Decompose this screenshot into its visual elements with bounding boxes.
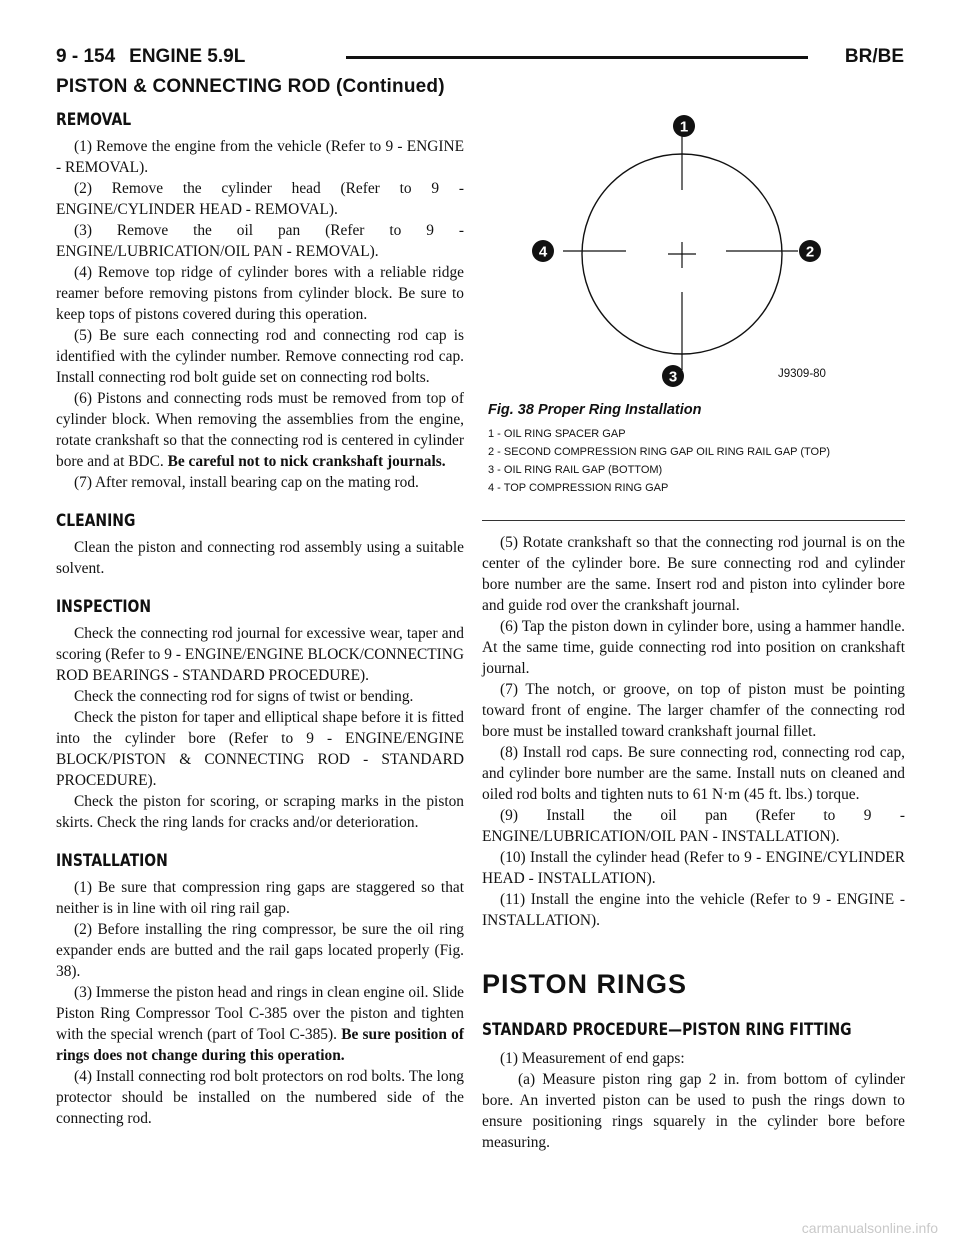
header-rule <box>346 56 808 59</box>
header-left <box>56 46 245 68</box>
figure-legend <box>488 428 898 500</box>
ring-fitting-substep: (a) Measure piston ring gap 2 in. from bottom of cylinder bore. An inverted piston can be used to push the rings down to ensure positioning rings squarely in the cylinder bore before measuring. <box>482 1071 905 1151</box>
removal-heading: REMOVAL <box>56 110 132 130</box>
installation-step-3 <box>56 982 464 1066</box>
callout-label: 2 <box>805 243 815 261</box>
figure-rule <box>482 520 905 521</box>
figure-title: Fig. 38 Proper Ring Installation <box>488 402 702 418</box>
installation-step: (4) Install connecting rod bolt protectors on rod bolts. The long protector should be installed on the numbered side of the connecting rod. <box>56 1068 464 1127</box>
removal-step: (4) Remove top ridge of cylinder bores with a reliable ridge reamer before removing pistons from cylinder block. Be sure to keep tops of pistons covered during this operation. <box>56 264 464 323</box>
cleaning-heading: CLEANING <box>56 511 136 531</box>
removal-step-6-caution: Be careful not to nick crankshaft journals. <box>167 453 446 470</box>
legend-item: 4 - TOP COMPRESSION RING GAP <box>488 482 669 494</box>
inspection-heading: INSPECTION <box>56 597 152 617</box>
removal-step: (5) Be sure each connecting rod and connecting rod cap is identified with the cylinder number. Remove connecting rod cap. Install connecting rod bolt guide set on connecting rod bolts. <box>56 327 464 386</box>
removal-step: (3) Remove the oil pan (Refer to 9 - ENGINE/LUBRICATION/OIL PAN - REMOVAL). <box>56 222 464 260</box>
section-title: ENGINE 5.9L <box>129 46 246 67</box>
figure-code: J9309-80 <box>778 368 826 380</box>
callout-1 <box>673 115 695 137</box>
continued-title: PISTON & CONNECTING ROD (Continued) <box>56 76 445 97</box>
removal-step: (7) After removal, install bearing cap on the mating rod. <box>74 474 419 491</box>
removal-step-6-text: (6) Pistons and connecting rods must be removed from top of cylinder block. When removing the assemblies from the engine, rotate crankshaft so that the connecting rod is centered in cylinder bore and at BDC. <box>56 390 464 470</box>
removal-step: (1) Remove the engine from the vehicle (Refer to 9 - ENGINE - REMOVAL). <box>56 138 464 176</box>
callout-label: 3 <box>668 368 678 386</box>
removal-step: (2) Remove the cylinder head (Refer to 9 - ENGINE/CYLINDER HEAD - REMOVAL). <box>56 180 464 218</box>
callout-label: 1 <box>679 118 689 136</box>
figure-38 <box>482 108 905 518</box>
callout-2 <box>799 240 821 262</box>
left-column <box>56 108 464 1129</box>
inspection-paragraph: Check the piston for scoring, or scraping marks in the piston skirts. Check the ring lands for cracks and/or deterioration. <box>56 793 464 831</box>
installation-step: (5) Rotate crankshaft so that the connecting rod journal is on the center of the cylinder bore. Be sure connecting rod and cylinder bore number are the same. Insert rod and piston into cylinder bore and guide rod over the crankshaft journal. <box>482 534 905 614</box>
ring-fitting-heading: STANDARD PROCEDURE—PISTON RING FITTING <box>482 1020 852 1040</box>
installation-step-3-text: (3) Immerse the piston head and rings in clean engine oil. Slide Piston Ring Compressor Tool C-385 over the piston and tighten with the special wrench (part of Tool C-385). <box>56 984 464 1043</box>
callout-label: 4 <box>538 243 548 261</box>
installation-step: (6) Tap the piston down in cylinder bore, using a hammer handle. At the same time, guide connecting rod into position on crankshaft journal. <box>482 618 905 677</box>
model-code: BR/BE <box>844 46 904 67</box>
installation-step: (10) Install the cylinder head (Refer to 9 - ENGINE/CYLINDER HEAD - INSTALLATION). <box>482 849 905 887</box>
ring-fitting-step: (1) Measurement of end gaps: <box>500 1050 685 1067</box>
installation-step: (9) Install the oil pan (Refer to 9 - ENGINE/LUBRICATION/OIL PAN - INSTALLATION). <box>482 807 905 845</box>
ring-gap-diagram <box>482 108 905 408</box>
installation-step: (8) Install rod caps. Be sure connecting rod, connecting rod cap, and cylinder bore number are the same. Install nuts on cleaned and oiled rod bolts and tighten nuts to 61 N·m (45 ft. lbs.) torque. <box>482 744 905 803</box>
callout-4 <box>532 240 554 262</box>
watermark-footer: carmanualsonline.info <box>801 1220 938 1236</box>
installation-step: (7) The notch, or groove, on top of piston must be pointing toward front of engine. The larger chamfer of the connecting rod bore must be installed toward crankshaft journal fillet. <box>482 681 905 740</box>
legend-item: 2 - SECOND COMPRESSION RING GAP OIL RING RAIL GAP (TOP) <box>488 446 831 458</box>
inspection-paragraph: Check the piston for taper and elliptical shape before it is fitted into the cylinder bore (Refer to 9 - ENGINE/ENGINE BLOCK/PISTON & CONNECTING ROD - STANDARD PROCEDURE). <box>56 709 464 789</box>
page-number: 9 - 154 <box>56 46 116 67</box>
legend-item: 1 - OIL RING SPACER GAP <box>488 428 626 440</box>
installation-step: (2) Before installing the ring compressor, be sure the oil ring expander ends are butted and the rail gaps located properly (Fig. 38). <box>56 921 464 980</box>
installation-step-3-caution: Be sure position of rings does not change during this operation. <box>56 1026 464 1064</box>
right-column <box>482 532 905 1153</box>
installation-heading: INSTALLATION <box>56 851 168 871</box>
legend-item: 3 - OIL RING RAIL GAP (BOTTOM) <box>488 464 663 476</box>
callout-3 <box>662 365 684 387</box>
inspection-paragraph: Check the connecting rod for signs of twist or bending. <box>74 688 414 705</box>
inspection-paragraph: Check the connecting rod journal for excessive wear, taper and scoring (Refer to 9 - ENGINE/ENGINE BLOCK/CONNECTING ROD BEARINGS - STANDARD PROCEDURE). <box>56 625 464 684</box>
page-header <box>56 38 904 72</box>
cleaning-text: Clean the piston and connecting rod assembly using a suitable solvent. <box>56 539 464 577</box>
piston-rings-heading: PISTON RINGS <box>482 969 688 999</box>
installation-step: (1) Be sure that compression ring gaps are staggered so that neither is in line with oil ring rail gap. <box>56 879 464 917</box>
installation-step: (11) Install the engine into the vehicle (Refer to 9 - ENGINE - INSTALLATION). <box>482 891 905 929</box>
removal-step-6 <box>56 388 464 472</box>
